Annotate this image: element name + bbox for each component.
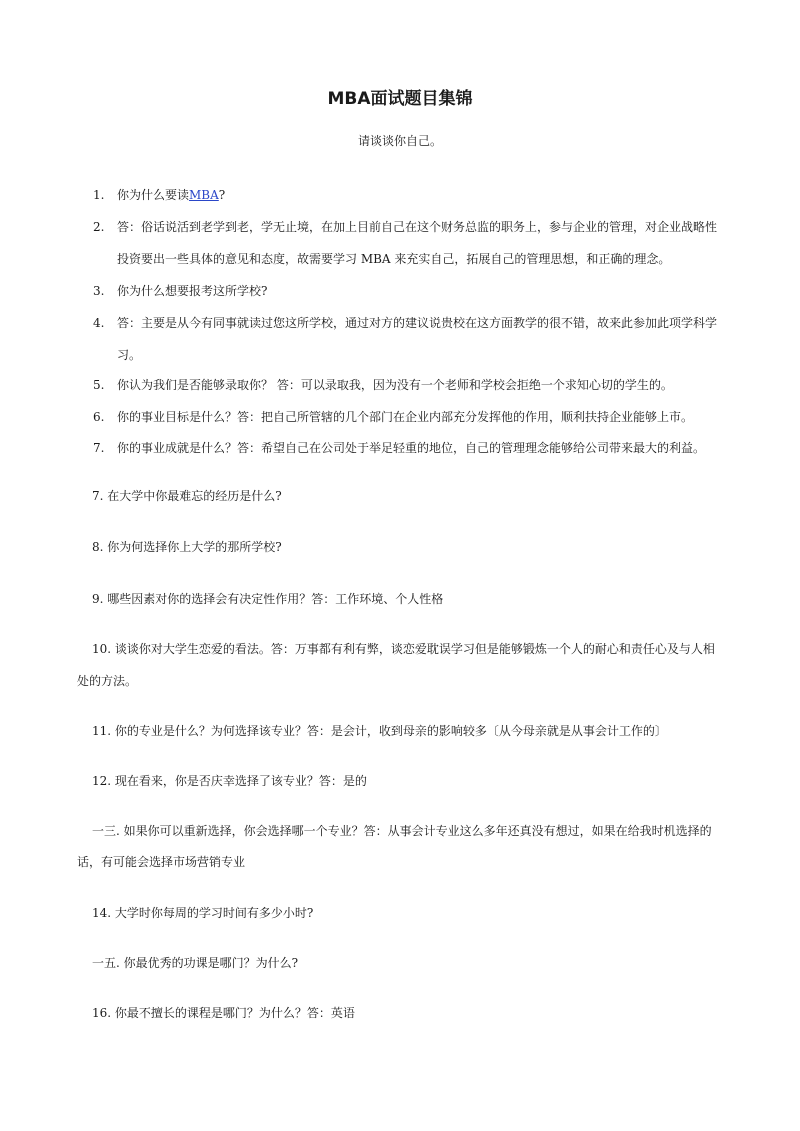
list-item: 你的事业目标是什么？答：把自己所管辖的几个部门在企业内部充分发挥他的作用，顺利扶持企业能够上市。 (117, 410, 694, 424)
question-paragraph: 10. 谈谈你对大学生恋爱的看法。答：万事都有利有弊，谈恋爱耽误学习但是能够锻炼一个人的耐心和责任心及与人相 (92, 642, 715, 656)
question-paragraph: 12. 现在看来，你是否庆幸选择了该专业？答：是的 (92, 774, 367, 788)
question-paragraph: 一五. 你最优秀的功课是哪门？为什么? (92, 956, 299, 970)
mba-link[interactable]: MBA (189, 188, 219, 202)
question-paragraph: 16. 你最不擅长的课程是哪门？为什么？答：英语 (92, 1006, 355, 1020)
list-number: 1. (93, 188, 105, 202)
page-subtitle: 请谈谈你自己。 (357, 134, 442, 148)
list-number: 3. (93, 284, 105, 298)
list-item: 答：主要是从今有同事就读过您这所学校，通过对方的建议说贵校在这方面教学的很不错，故来此参加此项学科学 (117, 316, 718, 330)
list-item: 你的事业成就是什么？答：希望自己在公司处于举足轻重的地位，自己的管理理念能够给公司带来最大的利益。 (117, 441, 706, 455)
question-paragraph: 14. 大学时你每周的学习时间有多少小时? (92, 906, 314, 920)
question-paragraph: 9. 哪些因素对你的选择会有决定性作用？答：工作环境、个人性格 (92, 592, 444, 606)
list-item-continuation: 投资要出一些具体的意见和态度，故需要学习 MBA 来充实自己，拓展自己的管理思想，和正确的理念。 (117, 252, 671, 266)
list-item: 答：俗话说活到老学到老，学无止境，在加上目前自己在这个财务总监的职务上，参与企业的管理，对企业战略性 (117, 220, 718, 234)
list-number: 5. (93, 378, 105, 392)
question-paragraph-continuation: 话，有可能会选择市场营销专业 (77, 855, 246, 869)
question-paragraph: 7. 在大学中你最难忘的经历是什么? (92, 489, 282, 503)
list-number: 6. (93, 410, 105, 424)
question-paragraph: 一三. 如果你可以重新选择，你会选择哪一个专业？答：从事会计专业这么多年还真没有想过，如果在给我时机选择的 (92, 824, 712, 838)
list-item: 你认为我们是否能够录取你？ 答：可以录取我，因为没有一个老师和学校会拒绝一个求知心切的学生的。 (117, 378, 673, 392)
list-number: 4. (93, 316, 105, 330)
list-item: 你为什么要读MBA? (117, 188, 226, 202)
question-paragraph: 8. 你为何选择你上大学的那所学校? (92, 540, 282, 554)
question-paragraph: 11. 你的专业是什么？为何选择该专业？答：是会计，收到母亲的影响较多〔从今母亲就是从事会计工作的〕 (92, 724, 667, 738)
list-item-continuation: 习。 (117, 348, 142, 362)
list-number: 7. (93, 441, 105, 455)
list-item: 你为什么想要报考这所学校? (117, 284, 268, 298)
list-number: 2. (93, 220, 105, 234)
page-title: MBA面试题目集锦 (327, 89, 473, 109)
question-paragraph-continuation: 处的方法。 (77, 674, 138, 688)
